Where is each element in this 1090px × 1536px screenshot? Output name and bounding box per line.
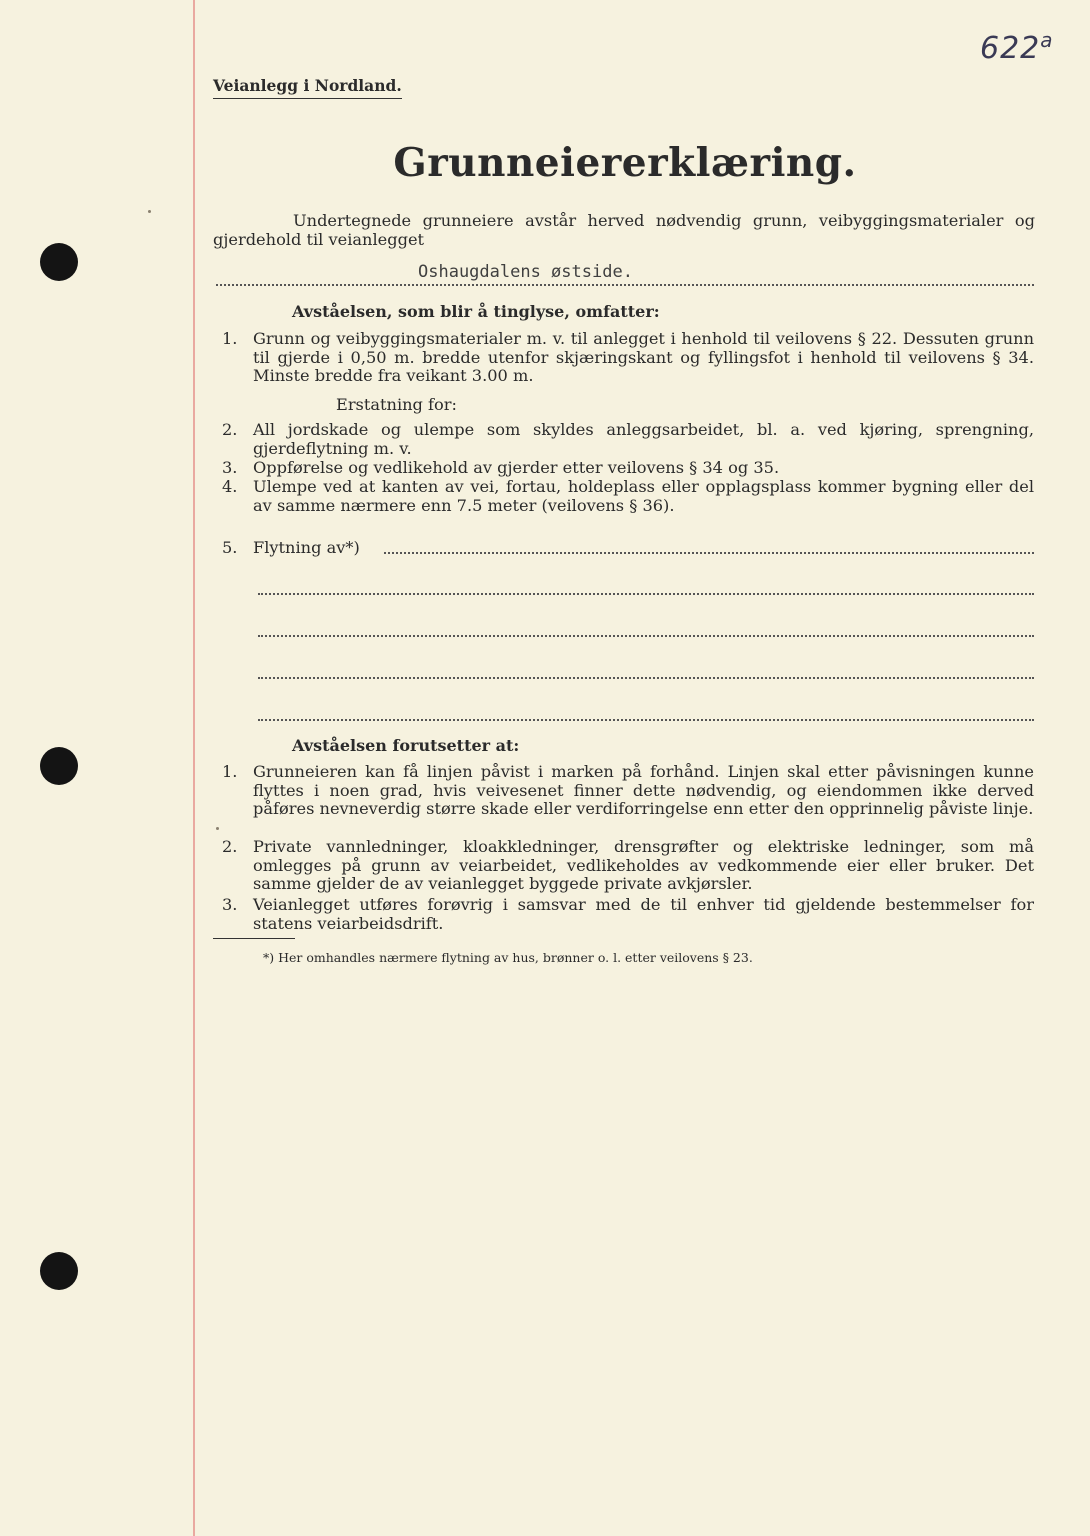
intro-text: Undertegnede grunneiere avstår herved nødvendig grunn, veibyggingsmaterialer og gjerdehold til veianlegget xyxy=(213,211,1035,249)
road-name-dotted-line xyxy=(216,284,1034,286)
punch-hole-middle xyxy=(40,747,78,785)
relocation-dotted-line xyxy=(258,677,1034,679)
item-number: 2. xyxy=(222,420,238,439)
section2-heading: Avståelsen forutsetter at: xyxy=(292,736,520,755)
intro-paragraph xyxy=(213,212,1035,249)
item-text: Grunneieren kan få linjen påvist i marken på forhånd. Linjen skal etter påvisningen kunne flyttes i noen grad, hvis veivesenet finner dette nødvendig, og eiendommen ikke derved påføres nevneverdig større skade eller verdiforringelse enn etter den opprinnelig påviste linje. xyxy=(253,762,1034,818)
handwritten-page-number xyxy=(980,28,1054,66)
page-number-value: 622 xyxy=(980,31,1041,66)
section1-item-1 xyxy=(222,330,1034,386)
footnote-rule xyxy=(213,938,295,939)
item-text: All jordskade og ulempe som skyldes anleggsarbeidet, bl. a. ved kjøring, sprengning, gjerdeflytning m. v. xyxy=(253,420,1034,458)
section1-item-4 xyxy=(222,478,1034,515)
item-text: Flytning av*) xyxy=(253,538,360,557)
paper-speck xyxy=(148,210,151,213)
margin-rule xyxy=(193,0,195,1536)
section1-heading: Avståelsen, som blir å tinglyse, omfatter: xyxy=(292,302,660,321)
section1-item-2 xyxy=(222,421,1034,458)
section2-item-2 xyxy=(222,838,1034,894)
section1-item-5 xyxy=(222,539,1034,558)
relocation-dotted-line xyxy=(258,635,1034,637)
page-number-suffix: a xyxy=(1040,28,1054,52)
item-number: 4. xyxy=(222,477,238,496)
relocation-dotted-line xyxy=(258,719,1034,721)
section1-item-3 xyxy=(222,459,1034,478)
item-number: 1. xyxy=(222,762,238,781)
relocation-dotted-line xyxy=(384,552,1034,554)
item-text: Ulempe ved at kanten av vei, fortau, holdeplass eller opplagsplass kommer bygning eller del av samme nærmere enn 7.5 meter (veilovens § 36). xyxy=(253,477,1034,515)
section2-item-3 xyxy=(222,896,1034,933)
item-text: Private vannledninger, kloakkledninger, drensgrøfter og elektriske ledninger, som må omlegges på grunn av veiarbeidet, vedlikeholdes av vedkommende eier eller bruker. Det samme gjelder de av veianlegget byggede private avkjørsler. xyxy=(253,837,1034,893)
form-header: Veianlegg i Nordland. xyxy=(213,76,402,99)
item-number: 1. xyxy=(222,329,238,348)
punch-hole-top xyxy=(40,243,78,281)
footnote: *) Her omhandles nærmere flytning av hus, brønner o. l. etter veilovens § 23. xyxy=(263,950,753,965)
item-text: Grunn og veibyggingsmaterialer m. v. til anlegget i henhold til veilovens § 22. Dessuten grunn til gjerde i 0,50 m. bredde utenfor skjæringskant og fyllingsfot i henhold til veilovens § 34. Minste bredde fra veikant 3.00 m. xyxy=(253,329,1034,385)
punch-hole-bottom xyxy=(40,1252,78,1290)
compensation-label: Erstatning for: xyxy=(336,395,457,414)
item-number: 3. xyxy=(222,458,238,477)
item-number: 5. xyxy=(222,538,238,557)
item-number: 2. xyxy=(222,837,238,856)
document-title: Grunneiererklæring. xyxy=(393,140,857,186)
section2-item-1 xyxy=(222,763,1034,819)
item-text: Veianlegget utføres forøvrig i samsvar med de til enhver tid gjeldende bestemmelser for statens veiarbeidsdrift. xyxy=(253,895,1034,933)
relocation-dotted-line xyxy=(258,593,1034,595)
road-name-field: Oshaugdalens østside. xyxy=(418,262,633,282)
item-text: Oppførelse og vedlikehold av gjerder etter veilovens § 34 og 35. xyxy=(253,458,780,477)
item-number: 3. xyxy=(222,895,238,914)
paper-speck xyxy=(216,827,219,830)
